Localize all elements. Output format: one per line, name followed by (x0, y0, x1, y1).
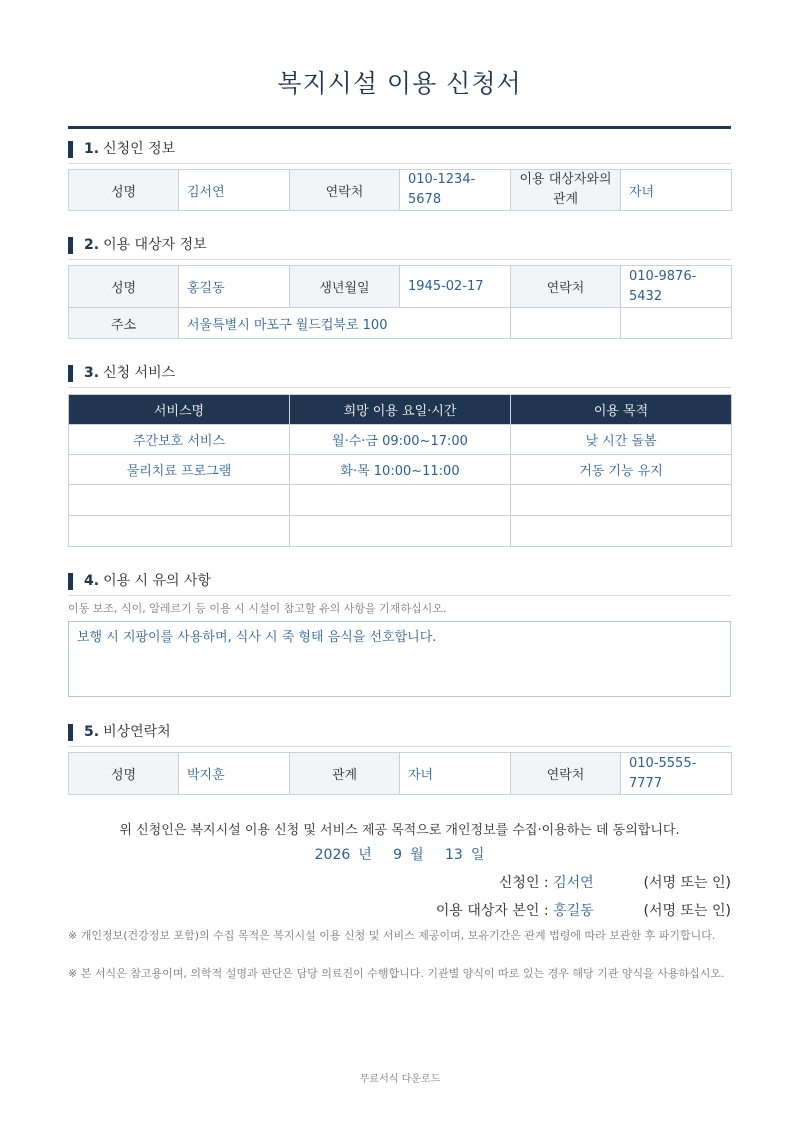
signature-label: 신청인 : (498, 875, 549, 891)
section-5-header (68, 724, 731, 747)
service-schedule-cell[interactable]: 월·수·금 09:00~17:00 (290, 425, 511, 455)
service-purpose-cell[interactable]: 낮 시간 돌봄 (511, 425, 732, 455)
section-marker (68, 573, 73, 590)
section-number: 5. (84, 724, 100, 740)
service-name-cell[interactable]: 물리치료 프로그램 (69, 455, 290, 485)
service-schedule-cell[interactable] (290, 485, 511, 516)
date-year-unit: 년 (358, 847, 372, 863)
section-3-header (68, 365, 731, 388)
section-number: 3. (84, 365, 100, 381)
section-title: 이용 시 유의 사항 (103, 573, 212, 589)
section-marker (68, 365, 73, 382)
emergency-phone-label: 연락처 (511, 753, 621, 795)
signature-name[interactable]: 홍길동 (553, 903, 594, 919)
column-header-purpose: 이용 목적 (511, 395, 732, 425)
emergency-phone-field[interactable]: 010-5555-7777 (621, 753, 732, 795)
emergency-contact-table (68, 752, 732, 795)
section-marker (68, 237, 73, 254)
emergency-name-field[interactable]: 박지훈 (179, 753, 290, 795)
table-row (69, 455, 732, 485)
section-marker (68, 724, 73, 741)
section-4-header (68, 573, 731, 596)
section-number: 4. (84, 573, 100, 589)
recipient-address-label: 주소 (69, 308, 179, 339)
section-title: 신청인 정보 (103, 141, 176, 157)
applicant-table (68, 169, 732, 211)
service-name-cell[interactable] (69, 516, 290, 547)
footer-text: 무료서식 다운로드 (359, 1074, 441, 1085)
empty-cell (511, 308, 621, 339)
service-schedule-cell[interactable] (290, 516, 511, 547)
privacy-notice: ※ 개인정보(건강정보 포함)의 수집 목적은 복지시설 이용 신청 및 서비스 제공이며, 보유기간은 관계 법령에 따라 보관한 후 파기합니다. (68, 929, 716, 942)
recipient-address-field[interactable]: 서울특별시 마포구 월드컵북로 100 (179, 308, 511, 339)
notes-hint: 이동 보조, 식이, 알레르기 등 이용 시 시설이 참고할 유의 사항을 기재하십시오. (68, 602, 447, 615)
section-number: 2. (84, 237, 100, 253)
service-name-cell[interactable]: 주간보호 서비스 (69, 425, 290, 455)
column-header-service: 서비스명 (69, 395, 290, 425)
recipient-name-field[interactable]: 홍길동 (179, 266, 290, 308)
services-table (68, 394, 732, 547)
section-number: 1. (84, 141, 100, 157)
table-row (69, 425, 732, 455)
table-row (69, 485, 732, 516)
section-2-header (68, 237, 731, 260)
disclaimer-notice: ※ 본 서식은 참고용이며, 의학적 설명과 판단은 담당 의료진이 수행합니다. 기관별 양식이 따로 있는 경우 해당 기관 양식을 사용하십시오. (68, 967, 725, 980)
empty-cell (621, 308, 732, 339)
date-month[interactable]: 9 (393, 847, 403, 863)
recipient-name-label: 성명 (69, 266, 179, 308)
recipient-signature-line (436, 900, 731, 920)
date-year[interactable]: 2026 (314, 847, 351, 863)
title-divider (68, 126, 731, 129)
applicant-phone-field[interactable]: 010-1234-5678 (400, 170, 511, 211)
date-day[interactable]: 13 (444, 847, 463, 863)
date-month-unit: 월 (410, 847, 424, 863)
recipient-phone-field[interactable]: 010-9876-5432 (621, 266, 732, 308)
date-day-unit: 일 (470, 847, 485, 863)
consent-statement: 위 신청인은 복지시설 이용 신청 및 서비스 제공 목적으로 개인정보를 수집·이용하는 데 동의합니다. (119, 823, 680, 838)
emergency-relation-field[interactable]: 자녀 (400, 753, 511, 795)
column-header-schedule: 희망 이용 요일·시간 (290, 395, 511, 425)
notes-textarea[interactable]: 보행 시 지팡이를 사용하며, 식사 시 죽 형태 음식을 선호합니다. (68, 621, 731, 697)
section-1-header (68, 141, 731, 164)
service-schedule-cell[interactable]: 화·목 10:00~11:00 (290, 455, 511, 485)
emergency-name-label: 성명 (69, 753, 179, 795)
applicant-signature-line (499, 872, 731, 892)
recipient-phone-label: 연락처 (511, 266, 621, 308)
emergency-relation-label: 관계 (290, 753, 400, 795)
section-marker (68, 141, 73, 158)
applicant-name-label: 성명 (69, 170, 179, 211)
recipient-birth-label: 생년월일 (290, 266, 400, 308)
section-title: 비상연락처 (103, 724, 171, 740)
section-title: 신청 서비스 (103, 365, 176, 381)
recipient-birth-field[interactable]: 1945-02-17 (400, 266, 511, 308)
recipient-table (68, 265, 732, 339)
application-date (68, 844, 731, 864)
applicant-relation-field[interactable]: 자녀 (621, 170, 732, 211)
signature-label: 이용 대상자 본인 : (435, 903, 549, 919)
applicant-phone-label: 연락처 (290, 170, 400, 211)
service-purpose-cell[interactable]: 거동 기능 유지 (511, 455, 732, 485)
section-title: 이용 대상자 정보 (103, 237, 207, 253)
applicant-name-field[interactable]: 김서연 (179, 170, 290, 211)
signature-placeholder[interactable]: (서명 또는 인) (643, 875, 731, 891)
service-purpose-cell[interactable] (511, 516, 732, 547)
signature-name[interactable]: 김서연 (553, 875, 594, 891)
signature-placeholder[interactable]: (서명 또는 인) (643, 903, 731, 919)
table-row (69, 516, 732, 547)
page-title: 복지시설 이용 신청서 (277, 69, 522, 98)
applicant-relation-label: 이용 대상자와의 관계 (511, 170, 621, 211)
service-purpose-cell[interactable] (511, 485, 732, 516)
service-name-cell[interactable] (69, 485, 290, 516)
